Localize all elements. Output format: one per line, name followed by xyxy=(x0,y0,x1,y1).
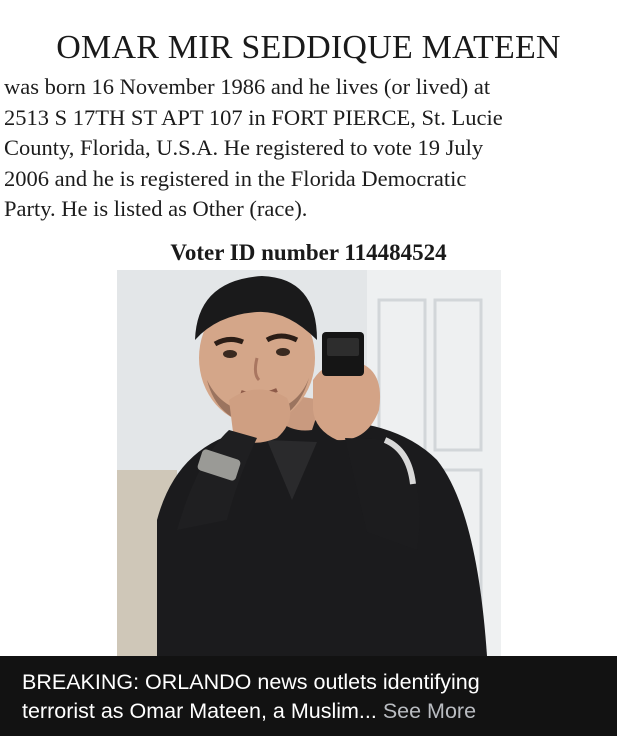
bio-line: 2513 S 17TH ST APT 107 in FORT PIERCE, St. Lucie xyxy=(4,104,503,130)
caption-bar xyxy=(0,656,617,736)
bio-line: 2006 and he is registered in the Florida Democratic xyxy=(4,165,467,191)
bio-line: was born 16 November 1986 and he lives (or lived) at xyxy=(4,74,491,99)
caption-line xyxy=(22,697,612,726)
caption-line-text: terrorist as Omar Mateen, a Muslim... xyxy=(22,699,377,723)
headline: OMAR MIR SEDDIQUE MATEEN xyxy=(56,29,561,66)
bio-text xyxy=(4,72,612,225)
caption-line: BREAKING: ORLANDO news outlets identifying xyxy=(22,670,480,694)
bio-line: County, Florida, U.S.A. He registered to vote 19 July xyxy=(4,135,484,160)
bio-line: Party. He is listed as Other (race). xyxy=(4,196,308,221)
selfie-illustration xyxy=(117,270,501,656)
voter-id-label: Voter ID number 114484524 xyxy=(170,240,447,265)
see-more-link[interactable]: See More xyxy=(382,699,477,723)
selfie-photo xyxy=(117,270,501,656)
caption-text xyxy=(22,668,612,726)
